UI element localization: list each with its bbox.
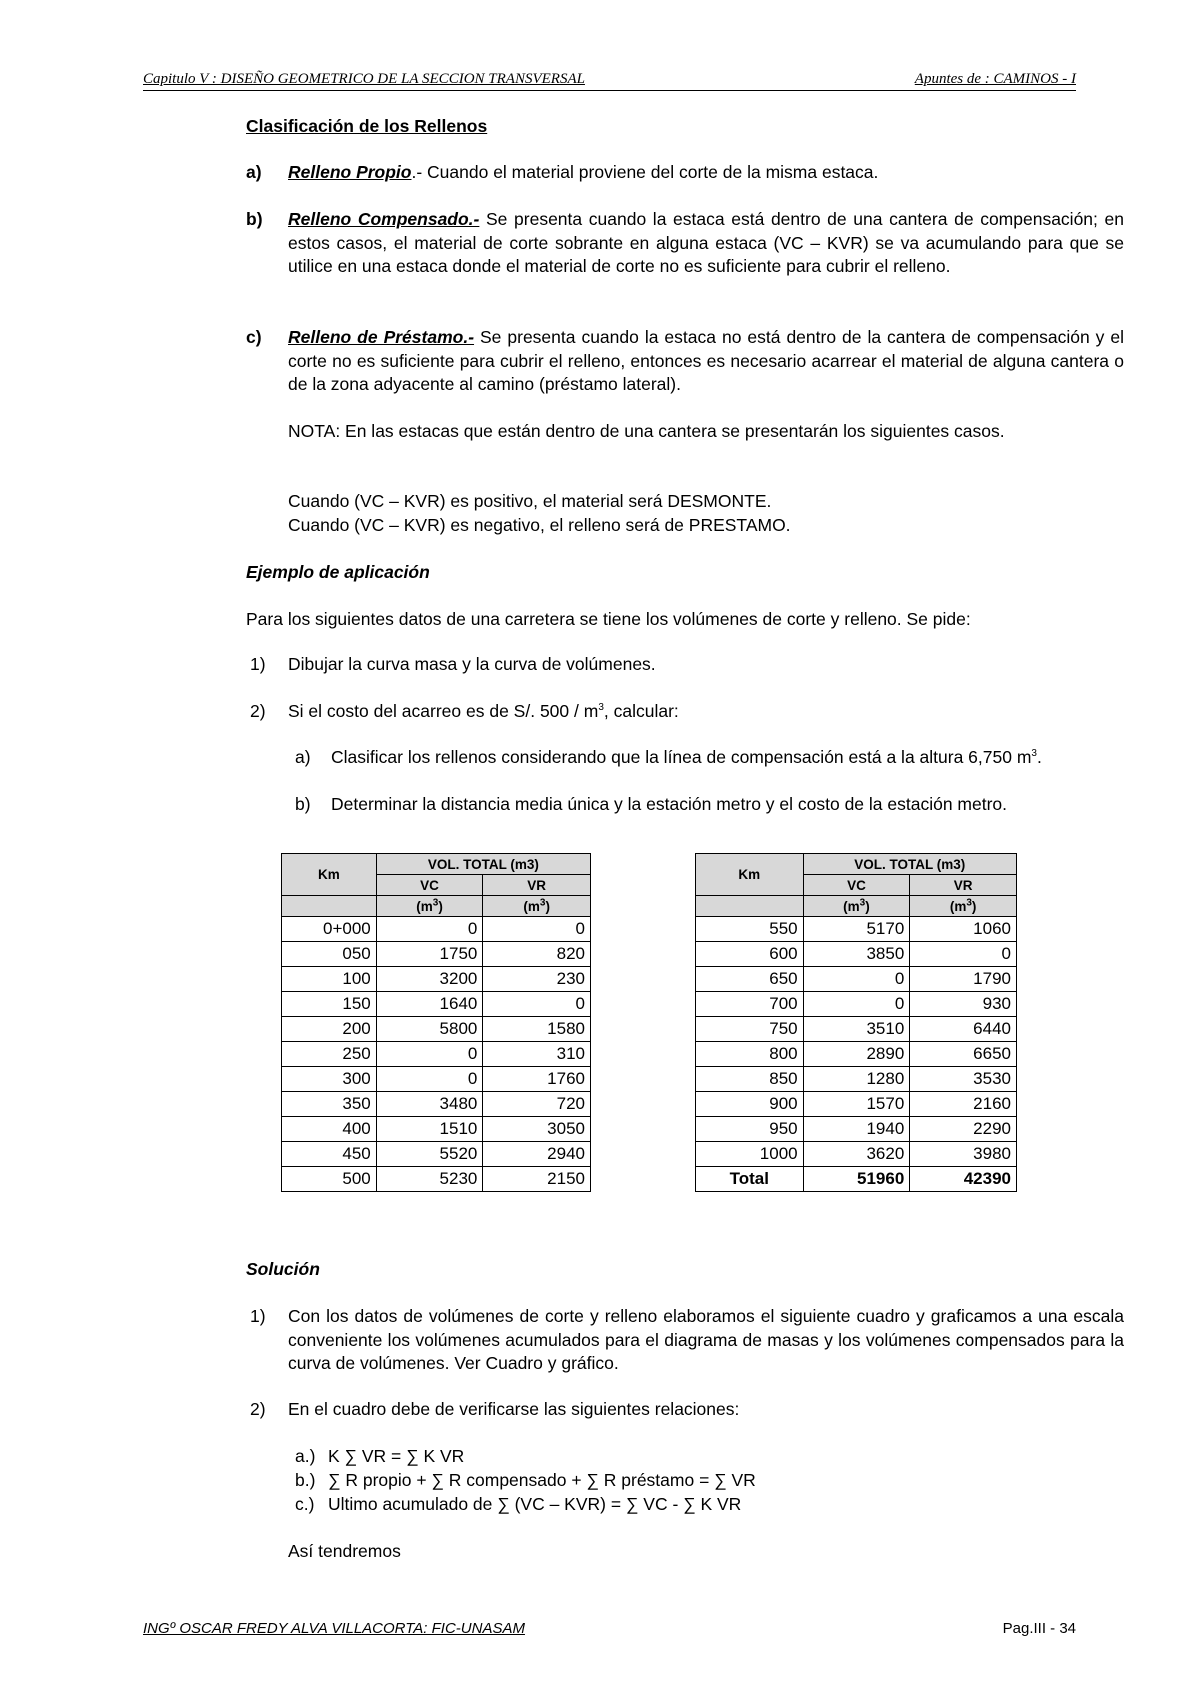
- vr-header: VR: [910, 875, 1017, 896]
- table-row: [282, 992, 591, 1017]
- total-row: [696, 1167, 1017, 1192]
- vc-header: VC: [803, 875, 910, 896]
- q2a-pre: Clasificar los rellenos considerando que la línea de compensación está a la altura 6,750 m: [331, 747, 1032, 767]
- vc-cell: 1280: [803, 1067, 910, 1092]
- vr-cell: 6440: [910, 1017, 1017, 1042]
- km-cell: 650: [696, 967, 804, 992]
- table-row: [696, 942, 1017, 967]
- vr-cell: 820: [483, 942, 591, 967]
- q2a-post: .: [1036, 747, 1042, 767]
- km-cell: 600: [696, 942, 804, 967]
- km-header: Km: [282, 854, 377, 896]
- item-a-text: .- Cuando el material proviene del corte de la misma estaca.: [411, 162, 879, 182]
- vr-unit: $(m^3)$: [483, 896, 591, 917]
- footer-author: INGº OSCAR FREDY ALVA VILLACORTA: FIC-UNASAM: [143, 1620, 525, 1637]
- vc-cell: 0: [803, 992, 910, 1017]
- volume-table-right: [695, 853, 1017, 1192]
- footer-page-number: Pag.III - 34: [1002, 1620, 1076, 1637]
- vc-cell: 0: [803, 967, 910, 992]
- vr-header: VR: [483, 875, 591, 896]
- vol-total-header: VOL. TOTAL (m3): [803, 854, 1016, 875]
- table-row: [282, 1092, 591, 1117]
- q2-pre: Si el costo del acarreo es de S/. 500 / m: [288, 701, 599, 721]
- vc-cell: 3480: [376, 1092, 483, 1117]
- vr-cell: 930: [910, 992, 1017, 1017]
- vc-cell: 5170: [803, 917, 910, 942]
- vc-cell: 1640: [376, 992, 483, 1017]
- vr-cell: 0: [483, 917, 591, 942]
- km-unit-blank: [282, 896, 377, 917]
- vr-cell: 3050: [483, 1117, 591, 1142]
- vc-cell: 2890: [803, 1042, 910, 1067]
- vc-cell: 1570: [803, 1092, 910, 1117]
- section-title: Clasificación de los Rellenos: [246, 116, 488, 136]
- header-course: Apuntes de : CAMINOS - I: [914, 71, 1076, 87]
- km-cell: 400: [282, 1117, 377, 1142]
- km-cell: 950: [696, 1117, 804, 1142]
- vc-cell: 5520: [376, 1142, 483, 1167]
- vc-cell: 1510: [376, 1117, 483, 1142]
- volume-table-left: [281, 853, 591, 1192]
- page-header: [143, 70, 1076, 91]
- vc-cell: 1750: [376, 942, 483, 967]
- vc-cell: 0: [376, 1067, 483, 1092]
- vr-cell: 0: [910, 942, 1017, 967]
- q2a-text: [331, 746, 1124, 770]
- case-positive: Cuando (VC – KVR) es positivo, el material será DESMONTE.: [288, 491, 772, 511]
- table-row: [696, 992, 1017, 1017]
- km-cell: 150: [282, 992, 377, 1017]
- rel-a-label: a.): [295, 1446, 316, 1466]
- vol-total-header: VOL. TOTAL (m3): [376, 854, 590, 875]
- table-row: [696, 1067, 1017, 1092]
- item-a-label: a): [246, 162, 262, 182]
- vc-cell: 3200: [376, 967, 483, 992]
- vr-unit: $(m^3)$: [910, 896, 1017, 917]
- q2-text: [288, 700, 679, 724]
- rel-b-text: ∑ R propio + ∑ R compensado + ∑ R préstamo = ∑ VR: [328, 1470, 756, 1490]
- km-cell: 200: [282, 1017, 377, 1042]
- km-cell: 050: [282, 942, 377, 967]
- vr-cell: 2160: [910, 1092, 1017, 1117]
- solution-title: Solución: [246, 1259, 320, 1279]
- rel-c-text: Ultimo acumulado de ∑ (VC – KVR) = ∑ VC - ∑ K VR: [328, 1494, 742, 1514]
- vr-cell: 3980: [910, 1142, 1017, 1167]
- table-row: [696, 1142, 1017, 1167]
- km-cell: 700: [696, 992, 804, 1017]
- table-row: [696, 1092, 1017, 1117]
- km-cell: 800: [696, 1042, 804, 1067]
- s2-label: 2): [250, 1399, 266, 1419]
- km-cell: 500: [282, 1167, 377, 1192]
- vc-cell: 5800: [376, 1017, 483, 1042]
- item-b: [288, 208, 1124, 279]
- table-row: [282, 967, 591, 992]
- item-a: [288, 161, 1124, 185]
- vc-cell: 3850: [803, 942, 910, 967]
- table-row: [282, 1167, 591, 1192]
- item-a-term: Relleno Propio: [288, 162, 412, 182]
- vr-cell: 1790: [910, 967, 1017, 992]
- nota-paragraph: NOTA: En las estacas que están dentro de una cantera se presentarán los siguientes casos.: [288, 421, 1005, 441]
- q1-text: Dibujar la curva masa y la curva de volúmenes.: [288, 654, 656, 674]
- example-intro: Para los siguientes datos de una carretera se tiene los volúmenes de corte y relleno. Se pide:: [246, 609, 971, 629]
- item-b-text: Se presenta cuando la estaca está dentro de una cantera de compensación; en estos casos, el material de corte sobrante en alguna estaca (VC – KVR) se va acumulando para que se utilice en una estaca donde el material de corte no es suficiente para cubrir el relleno.: [288, 209, 1124, 276]
- table-row: [696, 1042, 1017, 1067]
- item-c-label: c): [246, 327, 262, 347]
- km-cell: 900: [696, 1092, 804, 1117]
- km-unit-blank: [696, 896, 804, 917]
- q2-post: , calcular:: [603, 701, 679, 721]
- vc-unit: $(m^3)$: [376, 896, 483, 917]
- vr-cell: 1760: [483, 1067, 591, 1092]
- km-cell: 550: [696, 917, 804, 942]
- s1-label: 1): [250, 1306, 266, 1326]
- s2-text: En el cuadro debe de verificarse las siguientes relaciones:: [288, 1399, 740, 1419]
- vc-cell: 1940: [803, 1117, 910, 1142]
- q2b-label: b): [295, 794, 311, 814]
- table-row: [282, 1067, 591, 1092]
- vc-cell: 0: [376, 1042, 483, 1067]
- vc-unit: $(m^3)$: [803, 896, 910, 917]
- q2a-sup: 3: [1031, 748, 1037, 760]
- total-vc: 51960: [803, 1167, 910, 1192]
- vr-cell: 230: [483, 967, 591, 992]
- q2-sup: 3: [598, 702, 604, 714]
- q2b-text: Determinar la distancia media única y la estación metro y el costo de la estación metro.: [331, 794, 1008, 814]
- s1-text: Con los datos de volúmenes de corte y relleno elaboramos el siguiente cuadro y graficamos a una escala conveniente los volúmenes acumulados para el diagrama de masas y los volúmenes compensados para la curva de volúmenes. Ver Cuadro y gráfico.: [288, 1306, 1124, 1373]
- rel-a-text: K ∑ VR = ∑ K VR: [328, 1446, 465, 1466]
- vr-cell: 1580: [483, 1017, 591, 1042]
- table-row: [282, 917, 591, 942]
- total-vr: 42390: [910, 1167, 1017, 1192]
- km-cell: 350: [282, 1092, 377, 1117]
- table-row: [282, 1042, 591, 1067]
- q1-label: 1): [250, 654, 266, 674]
- vr-cell: 1060: [910, 917, 1017, 942]
- header-chapter: Capitulo V : DISEÑO GEOMETRICO DE LA SECCION TRANSVERSAL: [143, 71, 585, 87]
- item-c-term: Relleno de Préstamo.-: [288, 327, 475, 347]
- example-title: Ejemplo de aplicación: [246, 562, 430, 582]
- vc-cell: 5230: [376, 1167, 483, 1192]
- km-cell: 850: [696, 1067, 804, 1092]
- item-b-term: Relleno Compensado.-: [288, 209, 480, 229]
- table-row: [282, 1142, 591, 1167]
- table-row: [282, 942, 591, 967]
- km-cell: 450: [282, 1142, 377, 1167]
- vr-cell: 720: [483, 1092, 591, 1117]
- km-cell: 100: [282, 967, 377, 992]
- rel-b-label: b.): [295, 1470, 316, 1490]
- table-row: [696, 917, 1017, 942]
- table-row: [696, 1117, 1017, 1142]
- vr-cell: 310: [483, 1042, 591, 1067]
- total-label: Total: [696, 1167, 804, 1192]
- km-cell: 300: [282, 1067, 377, 1092]
- vr-cell: 3530: [910, 1067, 1017, 1092]
- vr-cell: 6650: [910, 1042, 1017, 1067]
- vc-cell: 3620: [803, 1142, 910, 1167]
- km-cell: 250: [282, 1042, 377, 1067]
- closing-text: Así tendremos: [288, 1541, 401, 1561]
- table-row: [282, 1017, 591, 1042]
- vr-cell: 2290: [910, 1117, 1017, 1142]
- vr-cell: 0: [483, 992, 591, 1017]
- q2a-label: a): [295, 747, 311, 767]
- item-c-text: Se presenta cuando la estaca no está dentro de la cantera de compensación y el corte no es suficiente para cubrir el relleno, entonces es necesario acarrear el material de alguna cantera o de la zona adyacente al camino (préstamo lateral).: [288, 327, 1124, 394]
- vr-cell: 2940: [483, 1142, 591, 1167]
- vc-cell: 0: [376, 917, 483, 942]
- item-b-label: b): [246, 209, 263, 229]
- table-row: [696, 1017, 1017, 1042]
- km-cell: 0+000: [282, 917, 377, 942]
- km-cell: 750: [696, 1017, 804, 1042]
- rel-c-label: c.): [295, 1494, 315, 1514]
- table-row: [282, 1117, 591, 1142]
- km-header: Km: [696, 854, 804, 896]
- vc-header: VC: [376, 875, 483, 896]
- vr-cell: 2150: [483, 1167, 591, 1192]
- case-negative: Cuando (VC – KVR) es negativo, el relleno será de PRESTAMO.: [288, 515, 791, 535]
- q2-label: 2): [250, 701, 266, 721]
- table-row: [696, 967, 1017, 992]
- item-c: [288, 326, 1124, 397]
- km-cell: 1000: [696, 1142, 804, 1167]
- vc-cell: 3510: [803, 1017, 910, 1042]
